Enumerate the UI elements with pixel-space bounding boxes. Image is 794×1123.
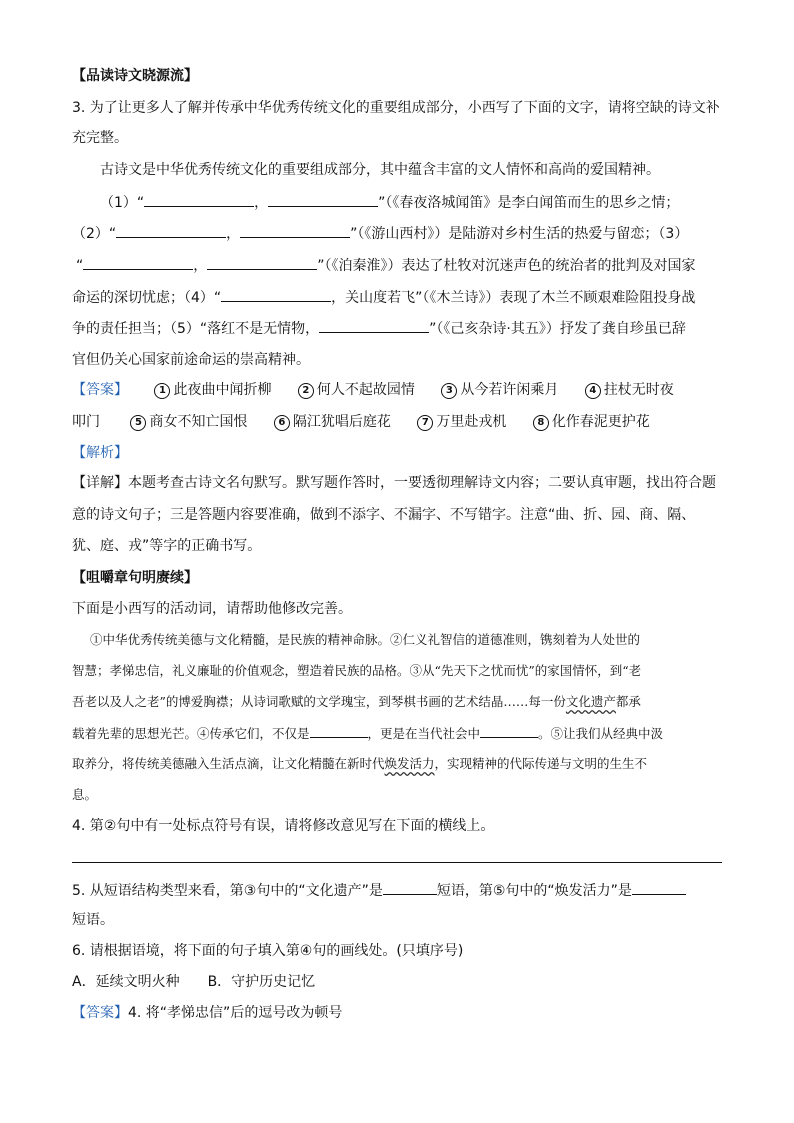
blank-underline[interactable] <box>480 723 538 738</box>
handwritten-text: ，更是在当代社会中 <box>367 726 481 741</box>
fill-text: ”（《泊秦淮》）表达了杜牧对沉迷声色的统治者的批判及对国家 <box>317 258 696 274</box>
fill-text: ， <box>254 195 269 211</box>
answer-row-2 <box>72 412 722 432</box>
wavy-underlined-phrase: 焕发活力 <box>384 756 435 771</box>
fill-text: （1）“ <box>100 195 145 211</box>
answer-text: 从今若许闲乘月 <box>460 382 559 398</box>
answer-number: 5 <box>130 415 146 431</box>
question-5-text-cont: 短语。 <box>72 912 114 928</box>
fill-text: ”（《己亥杂诗·其五》）抒发了龚自珍虽已辞 <box>429 321 686 337</box>
answer-text: 4. 将“孝悌忠信”后的逗号改为顿号 <box>128 1005 343 1021</box>
blank-underline[interactable] <box>310 723 368 738</box>
handwritten-line-4 <box>72 723 722 744</box>
handwritten-text: 载着先辈的思想光芒。④传承它们，不仅是 <box>72 726 310 741</box>
answer-number: 4 <box>585 383 601 399</box>
answer-number: 2 <box>298 383 314 399</box>
fill-text: ， <box>226 226 241 242</box>
answer-label: 【答案】 <box>72 382 128 398</box>
analysis-label: 【解析】 <box>72 445 128 461</box>
answer-row-q4 <box>72 1003 722 1023</box>
answer-text: 化作春泥更护花 <box>551 414 650 430</box>
handwritten-line-2: 智慧；孝悌忠信，礼义廉耻的价值观念，塑造着民族的品格。③从“先天下之忧而忧”的家国情怀，到“老 <box>72 663 642 678</box>
fill-text: ”（《游山西村》）是陆游对乡村生活的热爱与留恋；（3） <box>350 226 689 242</box>
fill-line-3 <box>76 255 726 276</box>
fill-line-2 <box>72 223 722 244</box>
answer-item <box>441 380 558 400</box>
answer-item <box>154 380 271 400</box>
question-6-options: A．延续文明火种 B．守护历史记忆 <box>72 974 316 990</box>
answer-number: 1 <box>154 383 170 399</box>
answer-item <box>585 380 674 400</box>
answer-number: 3 <box>441 383 457 399</box>
blank-underline[interactable] <box>221 287 331 302</box>
fill-line-5 <box>72 318 722 339</box>
answer-text: 隔江犹唱后庭花 <box>292 414 391 430</box>
blank-underline[interactable] <box>144 192 254 207</box>
answer-item <box>274 412 391 432</box>
handwritten-line-6: 息。 <box>72 787 98 802</box>
answer-rule-line[interactable] <box>72 862 722 863</box>
fill-text: “ <box>76 258 84 274</box>
blank-underline[interactable] <box>383 880 437 895</box>
paragraph-intro: 古诗文是中华优秀传统文化的重要组成部分，其中蕴含丰富的文人情怀和高尚的爱国精神。 <box>100 162 660 178</box>
answer-number: 7 <box>417 415 433 431</box>
blank-underline[interactable] <box>319 318 429 333</box>
handwritten-text: 都承 <box>615 694 641 709</box>
question-5-text <box>72 880 722 901</box>
question-text: 短语，第⑤句中的“焕发活力”是 <box>436 883 632 899</box>
question-4-text: 4. 第②句中有一处标点符号有误，请将修改意见写在下面的横线上。 <box>72 818 495 834</box>
blank-underline[interactable] <box>116 223 226 238</box>
handwritten-text: 取养分，将传统美德融入生活点滴，让文化精髓在新时代 <box>72 756 385 771</box>
answer-text: 商女不知亡国恨 <box>149 414 248 430</box>
answer-text: 拄杖无时夜 <box>603 382 674 398</box>
question-6-text: 6. 请根据语境，将下面的句子填入第④句的画线处。(只填序号) <box>72 943 464 959</box>
handwritten-text: 。⑤让我们从经典中汲 <box>538 726 664 741</box>
answer-item <box>298 380 415 400</box>
fill-text: ， <box>193 258 208 274</box>
blank-underline[interactable] <box>632 880 686 895</box>
blank-underline[interactable] <box>268 192 378 207</box>
handwritten-text: ，实现精神的代际传递与文明的生生不 <box>434 756 648 771</box>
detail-label: 【详解】 <box>72 475 128 491</box>
fill-text: 争的责任担当；（5）“落红不是无情物， <box>72 321 320 337</box>
handwritten-text: 吾老以及人之老”的博爱胸襟；从诗词歌赋的文学瑰宝，到琴棋书画的艺术结晶……每一份 <box>72 694 566 709</box>
blank-underline[interactable] <box>240 223 350 238</box>
section-heading-sentences: 【咀嚼章句明赓续】 <box>72 570 198 586</box>
section-heading-poetry: 【品读诗文晓源流】 <box>72 68 198 84</box>
detail-line-3: 犹、庭、戎”等字的正确书写。 <box>72 538 262 554</box>
fill-line-1 <box>100 192 750 213</box>
answer-number: 8 <box>533 415 549 431</box>
blank-underline[interactable] <box>83 255 193 270</box>
answer-item <box>417 412 506 432</box>
fill-line-6: 官但仍关心国家前途命运的崇高精神。 <box>72 352 310 368</box>
answer-text: 此夜曲中闻折柳 <box>173 382 272 398</box>
detail-line-2: 意的诗文句子；三是答题内容要准确，做到不添字、不漏字、不写错字。注意“曲、折、园、商、隔、 <box>72 507 696 523</box>
answer-item <box>130 412 247 432</box>
answer-row-1 <box>72 380 722 400</box>
handwritten-line-3 <box>72 692 722 712</box>
detail-text: 本题考查古诗文名句默写。默写题作答时，一要透彻理解诗文内容；二要认真审题，找出符合题 <box>128 475 716 491</box>
answer-number: 6 <box>274 415 290 431</box>
answer-list <box>130 412 649 432</box>
fill-text: ”（《春夜洛城闻笛》是李白闻笛而生的思乡之情； <box>378 195 680 211</box>
fill-text: 命运的深切忧虑；（4）“ <box>72 290 222 306</box>
answer-text: 何人不起故园情 <box>316 382 415 398</box>
blank-underline[interactable] <box>207 255 317 270</box>
answer-item <box>533 412 650 432</box>
answer-label: 【答案】 <box>72 1005 128 1021</box>
wavy-underlined-phrase: 文化遗产 <box>565 694 616 709</box>
detail-line-1 <box>72 473 722 493</box>
answer-list <box>154 380 673 400</box>
fill-line-4 <box>72 287 722 308</box>
question-text: 5. 从短语结构类型来看，第③句中的“文化遗产”是 <box>72 883 383 899</box>
question-3-text: 3. 为了让更多人了解并传承中华优秀传统文化的重要组成部分，小西写了下面的文字，请将空缺的诗文补 <box>72 100 720 116</box>
fill-text: （2）“ <box>72 226 117 242</box>
activity-intro: 下面是小西写的活动词，请帮助他修改完善。 <box>72 601 352 617</box>
handwritten-line-5 <box>72 754 722 774</box>
answer-text: 叩门 <box>72 414 100 430</box>
fill-text: ，关山度若飞”（《木兰诗》）表现了木兰不顾艰难险阻投身战 <box>331 290 696 306</box>
answer-text: 万里赴戎机 <box>436 414 507 430</box>
question-3-text-cont: 充完整。 <box>72 130 128 146</box>
handwritten-line-1: ①中华优秀传统美德与文化精髓，是民族的精神命脉。②仁义礼智信的道德准则，镌刻着为人处世的 <box>90 632 641 647</box>
